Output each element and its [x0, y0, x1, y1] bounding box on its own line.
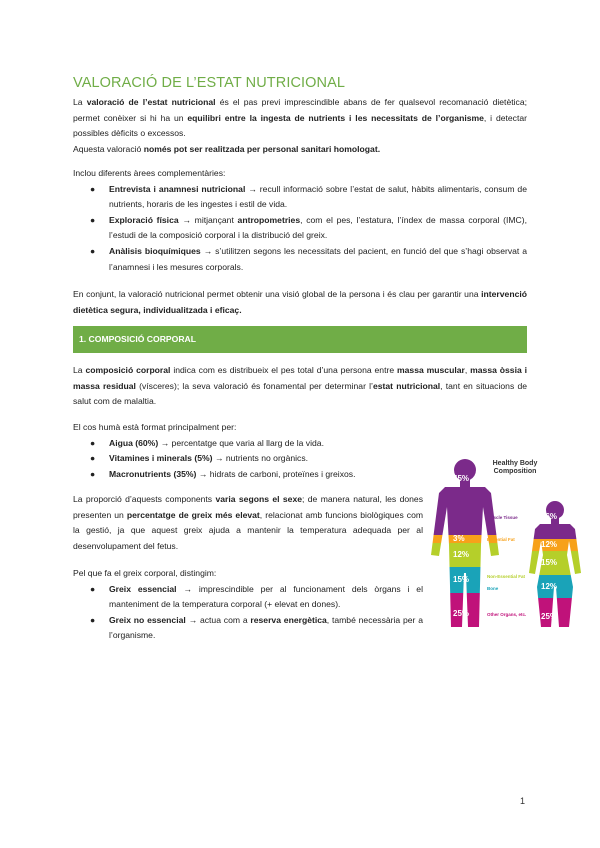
section1-paragraph	[73, 363, 527, 410]
bold-run: Macronutrients (35%)	[109, 468, 197, 479]
bullet-icon: ●	[90, 583, 96, 594]
text-run: → percentatge que varia al llarg de la vida.	[158, 437, 324, 448]
conclusion-paragraph	[73, 287, 527, 318]
areas-lead: Inclou diferents àrees complementàries:	[73, 168, 226, 178]
text-run: → s’utilitzen segons les necessitats del pacient, en funció del que s’hagi observat a l’anamnesi i les mesures corporals.	[109, 245, 527, 272]
list-item	[73, 213, 527, 244]
bold-run: Exploració física	[109, 214, 179, 225]
band-percentage: 36%	[541, 512, 558, 521]
bold-run: Greix essencial	[109, 583, 177, 594]
areas-list	[73, 182, 527, 276]
list-item	[73, 436, 423, 452]
band-label: Muscle Tissue	[487, 515, 518, 520]
band-label: Other Organs, etc.	[487, 612, 527, 617]
text-run: ,	[464, 365, 471, 375]
list-item	[73, 244, 527, 275]
list-item	[73, 182, 527, 213]
bullet-icon: ●	[90, 245, 96, 256]
bold-run: percentatge de greix més elevat	[126, 509, 260, 520]
bold-run: reserva energètica	[250, 614, 327, 625]
text-run: , també necessària per a l’organisme.	[109, 614, 423, 641]
list-item	[73, 613, 423, 644]
bold-run: Entrevista i anamnesi nutricional	[109, 183, 246, 194]
band-label: Essential Fat	[487, 537, 515, 542]
bold-run: Greix no essencial	[109, 614, 186, 625]
text-run: → imprescindible per al funcionament dels òrgans i el manteniment de la temperatura corporal (+ elevat en dones).	[109, 583, 423, 610]
band-percentage: 12%	[453, 550, 470, 559]
fat-types-lead: Pel que fa el greix corporal, distingim:	[73, 568, 217, 578]
figure-title: Healthy Body Composition	[492, 460, 538, 475]
page-number: 1	[520, 796, 526, 806]
bullet-icon: ●	[90, 183, 96, 194]
band-percentage: 25%	[453, 609, 470, 618]
composition-lead: El cos humà està format principalment per:	[73, 422, 237, 432]
bold-run: Anàlisis bioquímiques	[109, 245, 201, 256]
composition-band	[425, 567, 515, 593]
band-percentage: 3%	[453, 534, 465, 543]
bullet-icon: ●	[90, 468, 96, 479]
body-silhouettes	[425, 455, 585, 635]
list-item	[73, 582, 423, 613]
intro-paragraph	[73, 95, 527, 142]
page-title: VALORACIÓ DE L’ESTAT NUTRICIONAL	[73, 75, 346, 91]
section1-intro	[73, 363, 527, 410]
text-run: , com el pes, l’estatura, l’índex de massa corporal (IMC), l’estudi de la composició corporal i la distribució del greix.	[109, 214, 527, 241]
sex-difference-paragraph	[73, 492, 423, 554]
bold-run: estat nutricional	[372, 380, 441, 391]
text-run: → recull informació sobre l’estat de salut, hàbits alimentaris, consum de nutrients, horaris de les ingestes i estil de vida.	[109, 183, 527, 210]
conclusion-block	[73, 287, 527, 318]
text-run: → mitjançant	[178, 214, 238, 225]
bold-run: varia segons el sexe	[215, 494, 303, 504]
text-run: , relacionat amb funcions biològiques com la gestió, ja que aquest greix ajuda a mantenir la temperatura adequada per al desenvolupament del fetus.	[73, 509, 424, 551]
composition-band	[425, 543, 515, 567]
intro-block	[73, 95, 527, 157]
bold-run: intervenció dietètica segura, individualitzada i eficaç.	[73, 289, 527, 315]
composition-block	[73, 420, 423, 482]
body-composition-figure	[425, 455, 585, 635]
text-run: La	[73, 365, 86, 375]
text-run: , tant en situacions de salut com de malaltia.	[73, 380, 528, 407]
bullet-icon: ●	[90, 614, 96, 625]
text-run: La	[73, 97, 87, 107]
bullet-icon: ●	[90, 453, 96, 464]
text-run: indica com es distribueix el pes total d’una persona entre	[170, 365, 397, 375]
bold-run: valoració de l’estat nutricional	[86, 97, 216, 107]
fat-types-block	[73, 566, 423, 644]
band-percentage: 15%	[541, 558, 558, 567]
text-run: → nutrients no orgànics.	[212, 453, 309, 464]
bold-run: Aigua (60%)	[109, 437, 159, 448]
sex-difference-block	[73, 492, 423, 554]
band-percentage: 15%	[453, 575, 470, 584]
list-item	[73, 451, 423, 467]
bold-run: antropometries	[237, 214, 301, 225]
bullet-icon: ●	[90, 214, 96, 225]
bold-run: només pot ser realitzada per personal sanitari homologat.	[143, 143, 381, 154]
text-run: La proporció d’aquests components	[73, 494, 216, 504]
text-run: → hidrats de carboni, proteïnes i greixos.	[196, 468, 356, 479]
band-percentage: 12%	[541, 581, 558, 591]
text-run: (vísceres); la seva valoració és fonamental per determinar l’	[135, 380, 373, 391]
intro-note	[73, 142, 527, 158]
band-percentage: 12%	[541, 540, 558, 549]
text-run: Aquesta valoració	[73, 143, 144, 154]
band-percentage: 25%	[541, 611, 558, 621]
band-label: Non-Essential Fat	[487, 574, 526, 579]
areas-block	[73, 166, 527, 275]
band-label: Bone	[487, 586, 499, 591]
band-percentage: 45%	[453, 474, 470, 483]
list-item	[73, 467, 423, 483]
section-heading: 1. COMPOSICIÓ CORPORAL	[73, 326, 527, 353]
text-run: → actua com a	[185, 614, 251, 625]
bold-run: composició corporal	[85, 365, 171, 375]
fat-types-list	[73, 582, 423, 644]
bold-run: Vitamines i minerals (5%)	[109, 453, 213, 464]
bold-run: massa muscular	[397, 365, 465, 375]
bullet-icon: ●	[90, 437, 96, 448]
text-run: , i detectar possibles dèficits o excessos.	[73, 112, 527, 139]
text-run: ; de manera natural, les dones presenten un	[73, 494, 423, 520]
bold-run: massa òssia i massa residual	[73, 365, 527, 391]
text-run: En conjunt, la valoració nutricional permet obtenir una visió global de la persona i és clau per garantir una	[73, 289, 482, 299]
composition-list	[73, 436, 423, 483]
text-run: és el pas previ imprescindible abans de fer qualsevol recomanació dietètica; permet conèixer si hi ha un	[73, 97, 527, 123]
bold-run: equilibri entre la ingesta de nutrients i les necessitats de l’organisme	[187, 112, 484, 123]
